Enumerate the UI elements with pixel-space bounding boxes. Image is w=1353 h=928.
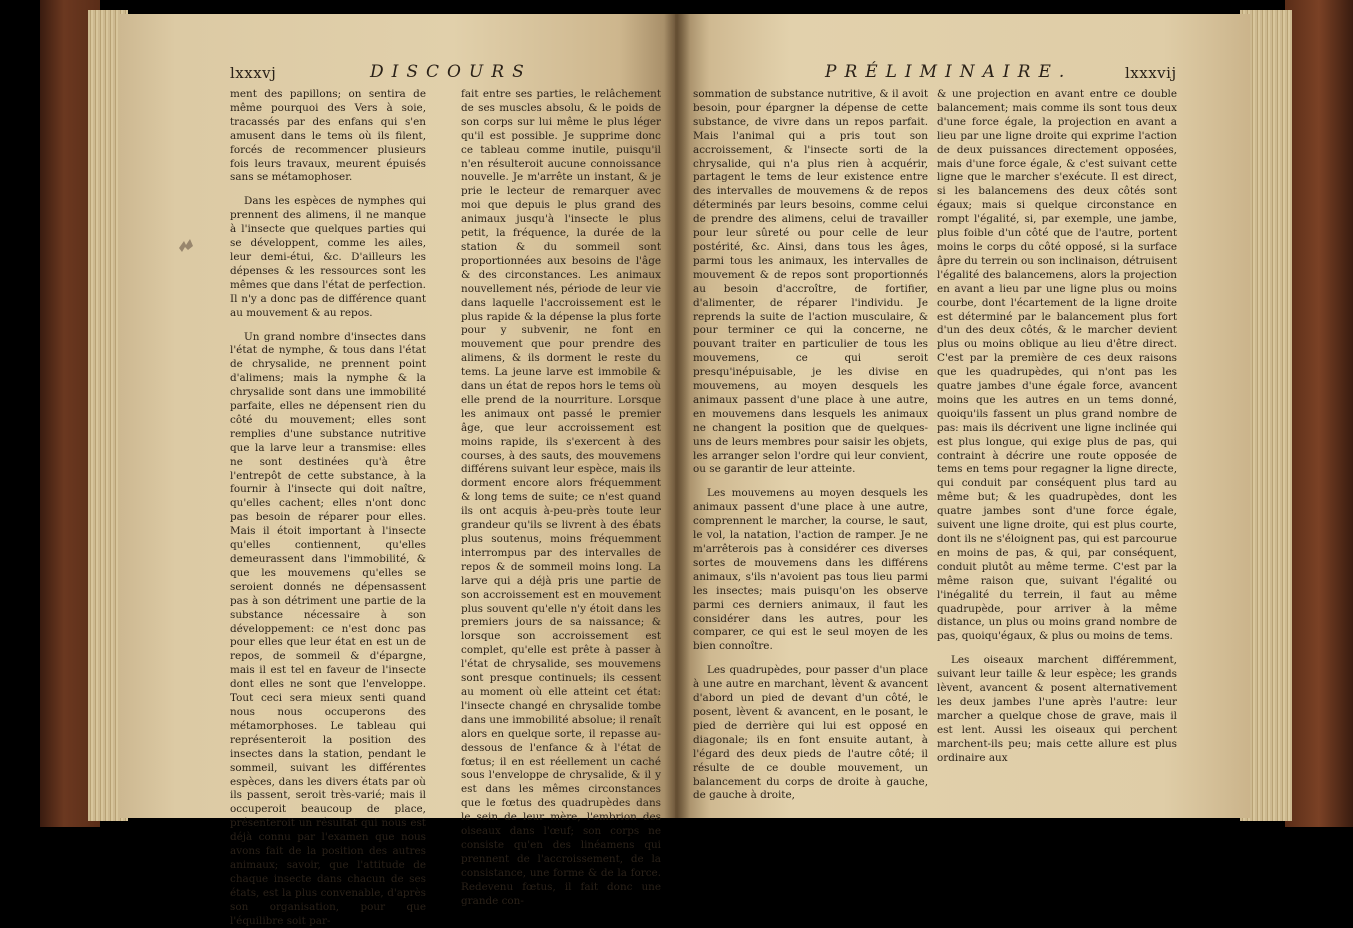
paragraph: ment des papillons; on sentira de même pourquoi des Vers à soie, tracassés par des enfans qui s'en amusent dans le tems où ils filent, forcés de recommencer plusieurs fois leurs travaux, meurent épuisés sans se métamophoser. (230, 88, 426, 185)
left-running-head: DISCOURS (370, 62, 532, 82)
left-page (120, 14, 675, 818)
paragraph: sommation de substance nutritive, & il avoit besoin, pour épargner la dépense de cette substance, de vivre dans un repos parfait. Mais l'animal qui a pris tout son accroissement, & l'insecte sorti de la chrysalide, qui n'a plus rien à acquérir, partagent le tems de leur existence entre des intervalles de mouvemens & de repos déterminés par leurs besoins, comme celui de prendre des alimens, celui de travailler pour leur sûreté ou pour celle de leur postérité, &c. Ainsi, dans tous les âges, parmi tous les animaux, les intervalles de mouvement & de repos sont proportionnés au besoin d'accroître, de fortifier, d'alimenter, de réparer l'individu. Je reprends la suite de l'action musculaire, & pour terminer ce qui la concerne, ne pouvant traiter en particulier de tous les mouvemens, ce qui seroit presqu'inépuisable, je les divise en mouvemens, au moyen desquels les animaux passent d'une place à une autre, en mouvemens dans lesquels les animaux ne changent la position que de quelques-uns de leurs membres pour saisir les objets, les arranger selon l'ordre qui leur convient, ou se garantir de leur atteinte. (693, 88, 928, 477)
left-folio: lxxxvj (230, 64, 276, 82)
right-folio: lxxxvij (1125, 64, 1177, 82)
book-gutter (664, 14, 690, 818)
right-page (675, 14, 1250, 818)
paragraph: fait entre ses parties, le relâchement de ses muscles absolu, & le poids de son corps sur lui même le plus léger qu'il est possible. Je supprime donc ce tableau comme inutile, puisqu'il n'en résulteroit aucune connoissance nouvelle. Je m'arrête un instant, & je prie le lecteur de remarquer avec moi que depuis le plus grand des animaux jusqu'à l'insecte le plus petit, la fréquence, la durée de la station & du sommeil sont proportionnées aux besoins de l'âge & des circonstances. Les animaux nouvellement nés, période de leur vie dans laquelle l'accroissement est le plus rapide & la dépense la plus forte pour y subvenir, ne font en mouvement que pour prendre des alimens, & ils dorment le reste du tems. La jeune larve est immobile & dans un état de repos hors le tems où elle prend de la nourriture. Lorsque les animaux ont passé le premier âge, que leur accroissement est moins rapide, ils s'exercent à des courses, à des sauts, des mouvemens différens suivant leur espèce, mais ils dorment encore alors fréquemment & long tems de suite; ce n'est quand ils ont acquis à-peu-près toute leur grandeur qu'ils se livrent à des ébats plus soutenus, moins fréquemment interrompus par des intervalles de repos & de sommeil moins long. La larve qui a déjà pris une partie de son accroissement est en mouvement plus souvent qu'elle n'y étoit dans les premiers jours de sa naissance; & lorsque son accroissement est complet, qu'elle est prête à passer à l'état de chrysalide, ses mouvemens sont presque continuels; ils cessent au moment où elle atteint cet état: l'insecte changé en chrysalide tombe dans une immobilité absolue; il renaît alors en quelque sorte, il repasse au-dessous de l'enfance & à l'état de fœtus; il en est réellement un caché sous l'enveloppe de chrysalide, & il y est dans les mêmes circonstances que le fœtus des quadrupèdes dans le sein de leur mère, l'embrion des oiseaux dans l'œuf; son corps ne consiste qu'en des linéamens qui prennent de l'accroissement, de la consistance, une forme & de la force. Redevenu fœtus, il fait donc une grande con- (461, 88, 661, 908)
left-column-2 (461, 88, 661, 748)
paragraph: Un grand nombre d'insectes dans l'état de nymphe, & tous dans l'état de chrysalide, ne prennent point d'alimens; mais la nymphe & la chrysalide sont dans une immobilité parfaite, elles ne dépensent rien du côté du mouvement; elles sont remplies d'une substance nutritive que la larve leur a transmise: elles ne sont destinées qu'à être l'entrepôt de cette substance, à la fournir à l'insecte qui doit naître, qu'elles cachent; elles n'ont donc pas besoin de réparer pour elles. Mais il étoit important à l'insecte qu'elles contiennent, qu'elles demeurassent dans l'immobilité, & que les mouvemens qu'elles se seroient donnés ne dépensassent pas à son détriment une partie de la substance nécessaire à son développement: ce n'est donc pas pour elles que leur état en est un de repos, de sommeil & d'épargne, mais il est tel en faveur de l'insecte dont elles ne sont que l'enveloppe. Tout ceci sera mieux senti quand nous nous occuperons des métamorphoses. Le tableau qui représenteroit la position des insectes dans la station, pendant le sommeil, suivant les différentes espèces, dans les divers états par où ils passent, seroit très-varié; mais il occuperoit beaucoup de place, présenteroit un résultat qui nous est déjà connu par l'examen que nous avons fait de la position des autres animaux; savoir, que l'attitude de chaque insecte dans chacun de ses états, est la plus convenable, d'après son organisation, pour que l'équilibre soit par- (230, 331, 426, 928)
right-running-head: PRÉLIMINAIRE. (825, 62, 1072, 82)
right-column-2 (937, 88, 1177, 748)
ink-blot-icon (175, 234, 197, 256)
paragraph: Les mouvemens au moyen desquels les animaux passent d'une place à une autre, comprennent le marcher, la course, le saut, le vol, la natation, l'action de ramper. Je ne m'arrêterois pas à considérer ces diverses sortes de mouvemens dans les différens animaux, s'ils n'avoient pas tous lieu parmi les insectes; mais puisqu'on les observe parmi ces derniers animaux, il faut les considérer dans les autres, pour les comparer, ce qui est le seul moyen de les bien connoître. (693, 487, 928, 654)
paragraph: Les quadrupèdes, pour passer d'un place à une autre en marchant, lèvent & avancent d'abord un pied de devant d'un côté, le posent, lèvent & avancent, en le posant, le pied de derrière qui lui est opposé en diagonale; ils en font ensuite autant, à l'égard des deux pieds de l'autre côté; il résulte de ce double mouvement, un balancement du corps de droite à gauche, de gauche à droite, (693, 664, 928, 803)
book-cover-right (1285, 0, 1353, 827)
paragraph: Les oiseaux marchent différemment, suivant leur taille & leur espèce; les grands lèvent, avancent & posent alternativement les deux jambes l'une après l'autre: leur marcher a quelque chose de grave, mais il est lent. Aussi les oiseaux qui perchent marchent-ils peu; mais cette allure est plus ordinaire aux (937, 654, 1177, 765)
left-column-1 (230, 88, 426, 748)
paragraph: & une projection en avant entre ce double balancement; mais comme ils sont tous deux d'une force égale, la projection en avant a lieu par une ligne droite qui exprime l'action de deux puissances directement opposées, mais d'une force égale, & c'est suivant cette ligne que le marcher s'exécute. Il est direct, si les balancemens des deux côtés sont égaux; mais si quelque circonstance en rompt l'égalité, si, par exemple, une jambe, plus foible d'un côté que de l'autre, portent moins le corps du côté opposé, si la surface âpre du terrein ou son inclinaison, détruisent l'égalité des balancemens, alors la projection en avant a lieu par une ligne plus ou moins courbe, dont l'écartement de la ligne droite est déterminé par le balancement plus fort d'un des deux côtés, & le marcher devient plus ou moins oblique au lieu d'être direct. C'est par la première de ces deux raisons que les quadrupèdes, qui n'ont pas les quatre jambes d'une égale force, avancent moins que les autres en un tems donné, quoiqu'ils fassent un plus grand nombre de pas: mais ils décrivent une ligne inclinée qui est plus longue, qui exige plus de pas, qui contraint à décrire une route opposée de tems en tems pour regagner la ligne directe, qui conduit par conséquent plus tard au même but; & les quadrupèdes, dont les quatre jambes sont d'une force égale, suivent une ligne droite, qui est plus courte, dont ils ne s'éloignent pas, qui est parcourue en moins de pas, & qui, par conséquent, conduit plutôt au même terme. C'est par la même raison que, suivant l'égalité ou l'inégalité du terrein, il faut au même quadrupède, pour arriver à la même distance, un plus ou moins grand nombre de pas, quoiqu'égaux, & plus ou moins de tems. (937, 88, 1177, 644)
right-column-1 (693, 88, 928, 748)
paragraph: Dans les espèces de nymphes qui prennent des alimens, il ne manque à l'insecte que quelques parties qui se développent, comme les ailes, leur demi-étui, &c. D'ailleurs les dépenses & les ressources sont les mêmes que dans l'état de perfection. Il n'y a donc pas de différence quant au mouvement & au repos. (230, 195, 426, 320)
